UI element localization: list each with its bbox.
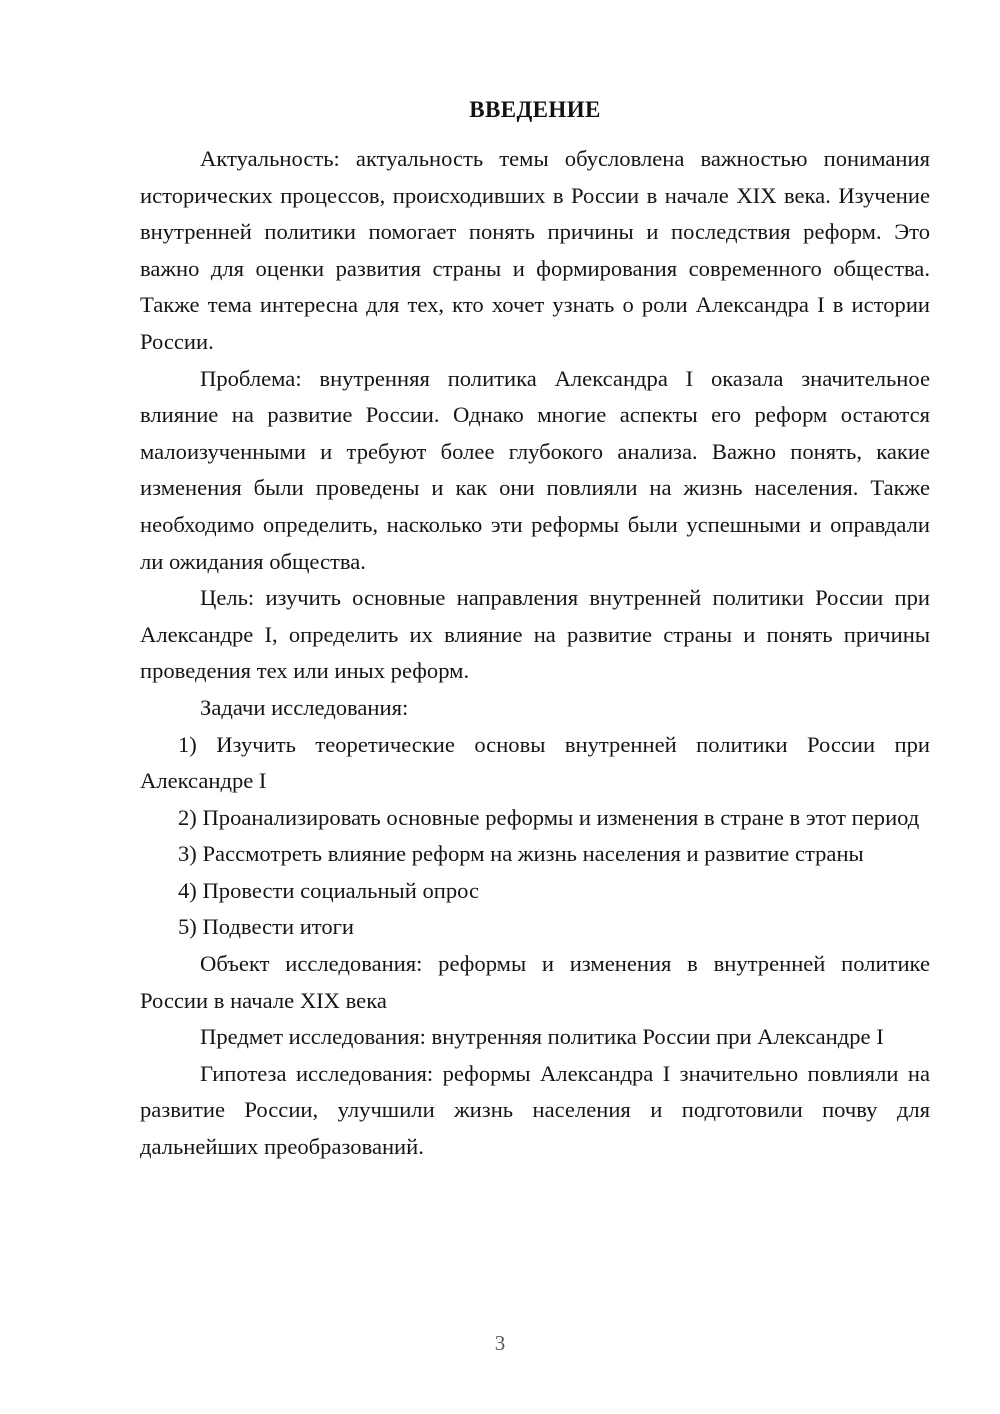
task-item-1: 1) Изучить теоретические основы внутренней политики России при Александре I [140,731,930,794]
task-item-4: 4) Провести социальный опрос [178,877,480,903]
paragraph-problem: Проблема: внутренняя политика Александра I оказала значительное влияние на развитие России. Однако многие аспекты его реформ остаются малоизученными и требуют более глубокого анализа. Важно понять, какие изменения были проведены и как они повлияли на жизнь населения. Также необходимо определить, насколько эти реформы были успешными и оправдали ли ожидания общества. [140,365,930,574]
paragraph-subject: Предмет исследования: внутренняя политика России при Александре I [200,1024,884,1050]
task-item-5: 5) Подвести итоги [178,914,355,940]
task-item-2: 2) Проанализировать основные реформы и изменения в стране в этот период [178,804,920,830]
paragraph-hypothesis: Гипотеза исследования: реформы Александра I значительно повлияли на развитие России, улучшили жизнь населения и подготовили почву для дальнейших преобразований. [140,1060,930,1160]
document-text-column [140,0,930,1166]
page-title: ВВЕДЕНИЕ [469,97,601,122]
paragraph-goal: Цель: изучить основные направления внутренней политики России при Александре I, определить их влияние на развитие страны и понять причины проведения тех или иных реформ. [140,585,930,684]
page-number: 3 [494,1331,506,1355]
tasks-heading: Задачи исследования: [200,694,409,720]
task-item-3: 3) Рассмотреть влияние реформ на жизнь населения и развитие страны [178,841,864,867]
paragraph-object: Объект исследования: реформы и изменения в внутренней политике России в начале XIX века [140,951,930,1013]
paragraph-relevance: Актуальность: актуальность темы обусловлена важностью понимания исторических процессов, происходивших в России в начале XIX века. Изучение внутренней политики помогает понять причины и последствия реформ. Это важно для оценки развития страны и формирования современного общества. Также тема интересна для тех, кто хочет узнать о роли Александра I в истории России. [140,146,930,354]
document-body [140,141,930,1166]
